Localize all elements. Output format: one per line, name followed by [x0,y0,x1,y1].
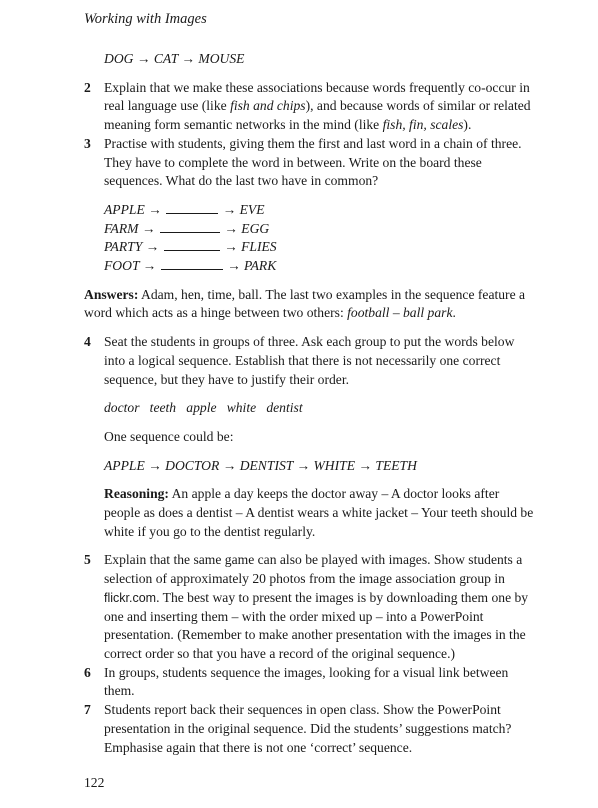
chain-exercise-row: FOOT → → PARK [104,258,277,274]
chain-exercise-row: APPLE → → EVE [104,201,265,217]
chain-exercise-list [104,201,534,276]
chain-exercise-row: PARTY → → FLIES [104,239,277,255]
step-2 [84,79,534,135]
step-number: 4 [84,334,91,350]
one-sequence-intro: One sequence could be: [104,428,234,444]
step-text: Seat the students in groups of three. Ask each group to put the words below into a logical sequence. Establish that there is not necessarily one correct sequence, but they have to justify their order. [104,334,515,387]
example-chain-dog-cat-mouse: DOG → CAT → MOUSE [104,51,245,66]
example-chain-apple-teeth: APPLE → DOCTOR → DENTIST → WHITE → TEETH [104,457,417,473]
step-3 [84,135,534,191]
step-4 [84,333,534,389]
step-5 [84,551,534,663]
answers-label: Answers: [84,286,139,302]
page-body [84,50,534,757]
step-text: Explain that the same game can also be played with images. Show students a selection of approximately 20 photos from the image association group in flickr.com. The best way to present the images is by downloading them one by one and inserting them – with the order mixed up – into a PowerPoint presentation. (Remember to make another presentation with the images in the correct order so that you have a record of the original sequence.) [104,552,529,661]
answer-blank [166,201,218,214]
step-number: 5 [84,552,91,568]
step-text: Practise with students, giving them the first and last word in a chain of three. They have to complete the word in between. Write on the board these sequences. What do the last two have in common? [104,135,522,189]
step-number: 2 [84,79,91,95]
page-number: 122 [84,775,105,790]
answer-blank [164,238,220,251]
reasoning-label: Reasoning: [104,486,169,502]
answers-paragraph: Answers: Adam, hen, time, ball. The last two examples in the sequence feature a word which acts as a hinge between two others: football – ball park. [84,286,526,321]
step-7 [84,701,534,757]
reasoning-paragraph: Reasoning: An apple a day keeps the doctor away – A doctor looks after people as does a dentist – A dentist wears a white jacket – Your teeth should be white if you go to the dentist regularly. [104,486,534,539]
step-number: 7 [84,702,91,718]
flickr-url: flickr.com [104,590,157,605]
step-text: Explain that we make these associations because words frequently co-occur in real language use (like fish and chips), and because words of similar or related meaning form semantic networks in the mind (like fish, fin, scales). [104,79,531,133]
running-head: Working with Images [84,11,207,27]
answer-blank [160,220,220,233]
step-text: In groups, students sequence the images, looking for a visual link between them. [104,664,509,699]
step-number: 3 [84,135,91,151]
chain-exercise-row: FARM → → EGG [104,220,270,236]
answer-blank [161,257,223,270]
step-text: Students report back their sequences in open class. Show the PowerPoint presentation in the original sequence. Did the students’ suggestions match? Emphasise again that there is not one ‘correct’ sequence. [104,702,512,755]
step-6 [84,664,534,701]
step-number: 6 [84,664,91,680]
word-list: doctor teeth apple white dentist [104,400,303,416]
